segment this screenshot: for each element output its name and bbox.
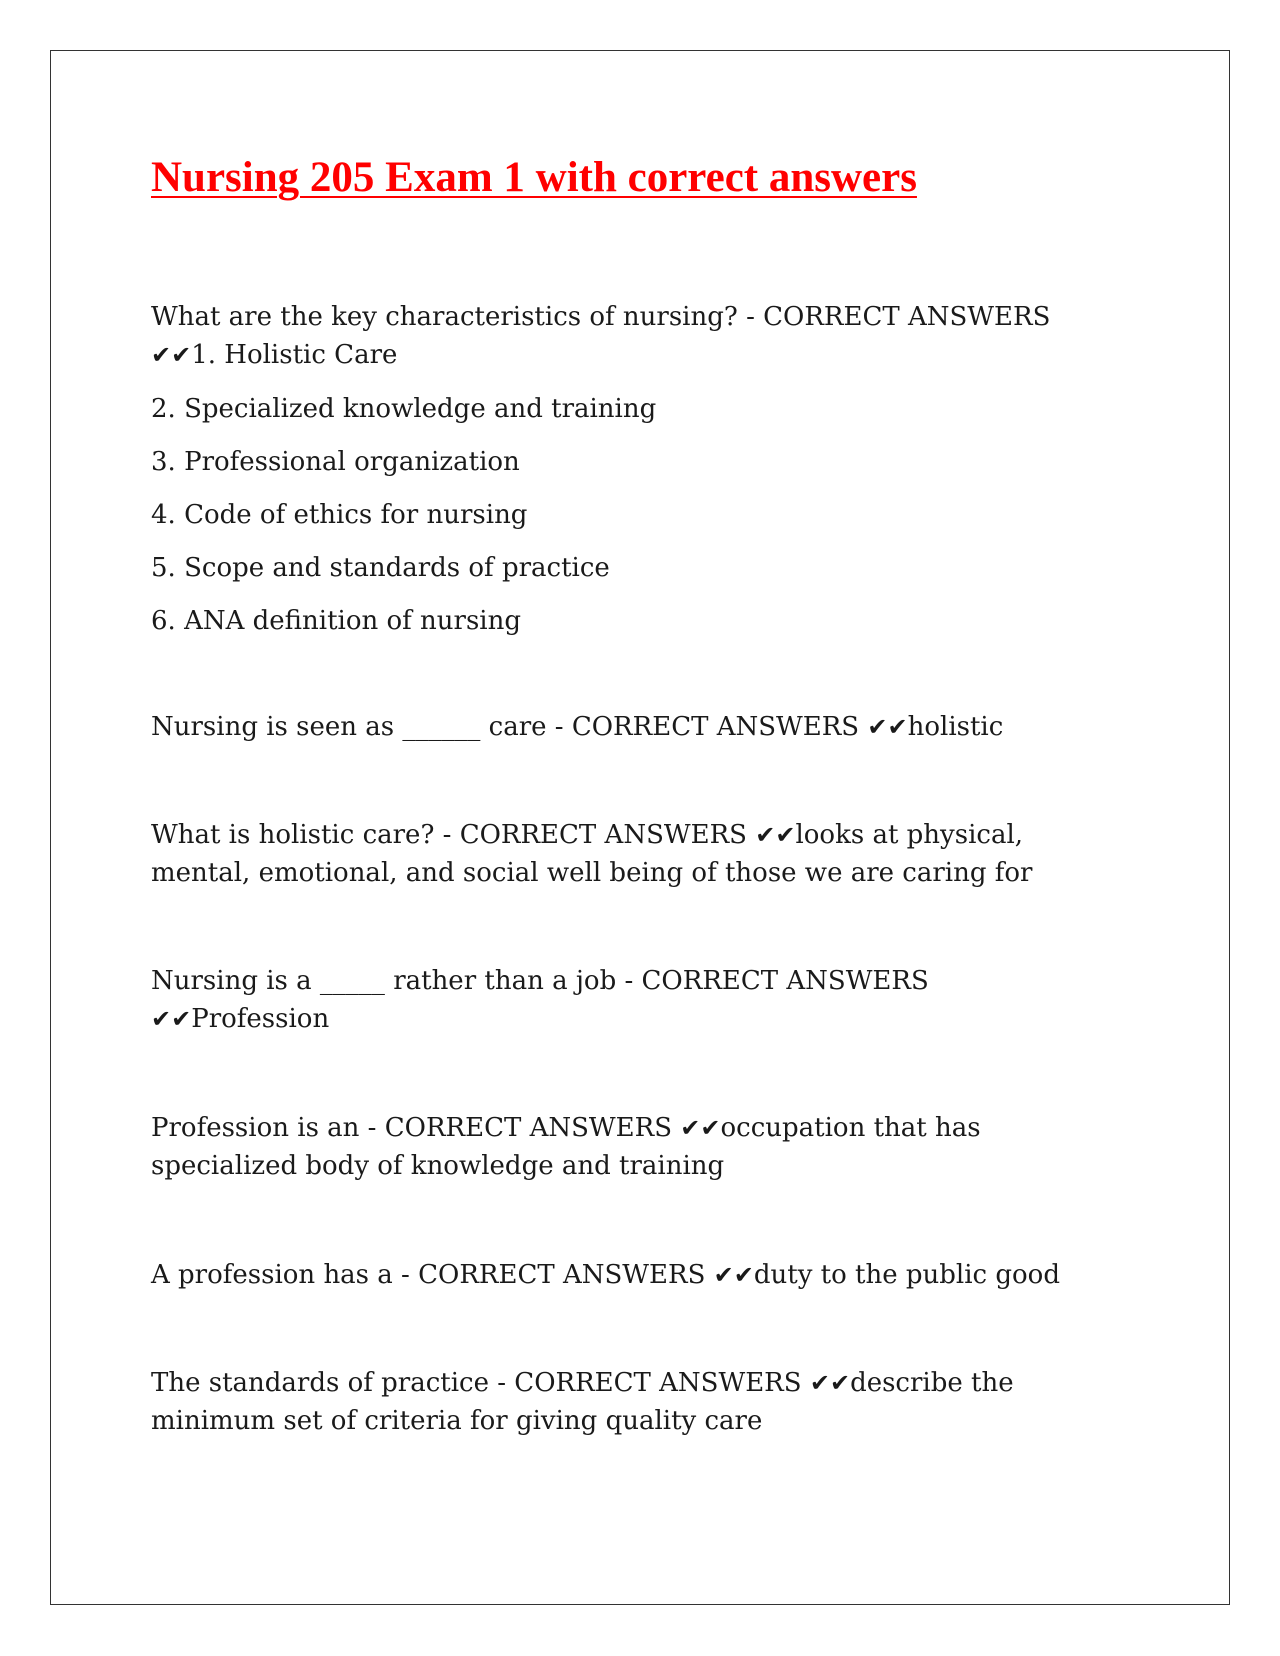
question-text: The standards of practice - CORRECT ANSWERS	[151, 1368, 810, 1398]
check-mark-icon: ✔✔	[151, 1005, 192, 1033]
answer-profession	[151, 1000, 329, 1038]
question-key-characteristics	[151, 298, 1050, 336]
check-mark-icon: ✔✔	[151, 341, 192, 369]
question-text: What is holistic care? - CORRECT ANSWERS	[151, 820, 756, 850]
question-nursing-is-a	[151, 962, 929, 1000]
question-text: Nursing is a _____ rather than a job - CORRECT ANSWERS	[151, 966, 929, 996]
answer-text: holistic	[907, 712, 1004, 742]
answer-text: describe the	[850, 1368, 1014, 1398]
question-profession-has-a	[151, 1256, 1060, 1294]
check-mark-icon: ✔✔	[867, 713, 908, 741]
question-text: What are the key characteristics of nursing? - CORRECT ANSWERS	[151, 302, 1051, 332]
answer-key-characteristics	[151, 336, 397, 374]
answer-text: Profession	[191, 1004, 330, 1034]
check-mark-icon: ✔✔	[755, 821, 796, 849]
question-holistic-care	[151, 816, 1023, 854]
answer-text: 1. Holistic Care	[191, 340, 398, 370]
question-profession-is-an	[151, 1109, 981, 1147]
check-mark-icon: ✔✔	[809, 1369, 851, 1397]
question-nursing-seen-as	[151, 708, 1003, 746]
list-item: 5. Scope and standards of practice	[151, 553, 610, 583]
answer-text: occupation that has	[720, 1113, 981, 1143]
list-item: 3. Professional organization	[151, 447, 520, 477]
list-item: 4. Code of ethics for nursing	[151, 500, 528, 530]
answer-continuation: specialized body of knowledge and training	[151, 1151, 725, 1181]
document-title: Nursing 205 Exam 1 with correct answers	[151, 154, 917, 201]
question-text: Profession is an - CORRECT ANSWERS	[151, 1113, 681, 1143]
check-mark-icon: ✔✔	[713, 1261, 754, 1289]
answer-continuation: mental, emotional, and social well being of those we are caring for	[151, 858, 1033, 888]
question-text: Nursing is seen as ______ care - CORRECT ANSWERS	[151, 712, 868, 742]
list-item: 2. Specialized knowledge and training	[151, 394, 657, 424]
answer-text: looks at physical,	[795, 820, 1024, 850]
question-standards-of-practice	[151, 1364, 1014, 1402]
list-item: 6. ANA definition of nursing	[151, 606, 522, 636]
answer-continuation: minimum set of criteria for giving quality care	[151, 1406, 763, 1436]
check-mark-icon: ✔✔	[680, 1114, 721, 1142]
question-text: A profession has a - CORRECT ANSWERS	[151, 1260, 714, 1290]
answer-text: duty to the public good	[753, 1260, 1060, 1290]
